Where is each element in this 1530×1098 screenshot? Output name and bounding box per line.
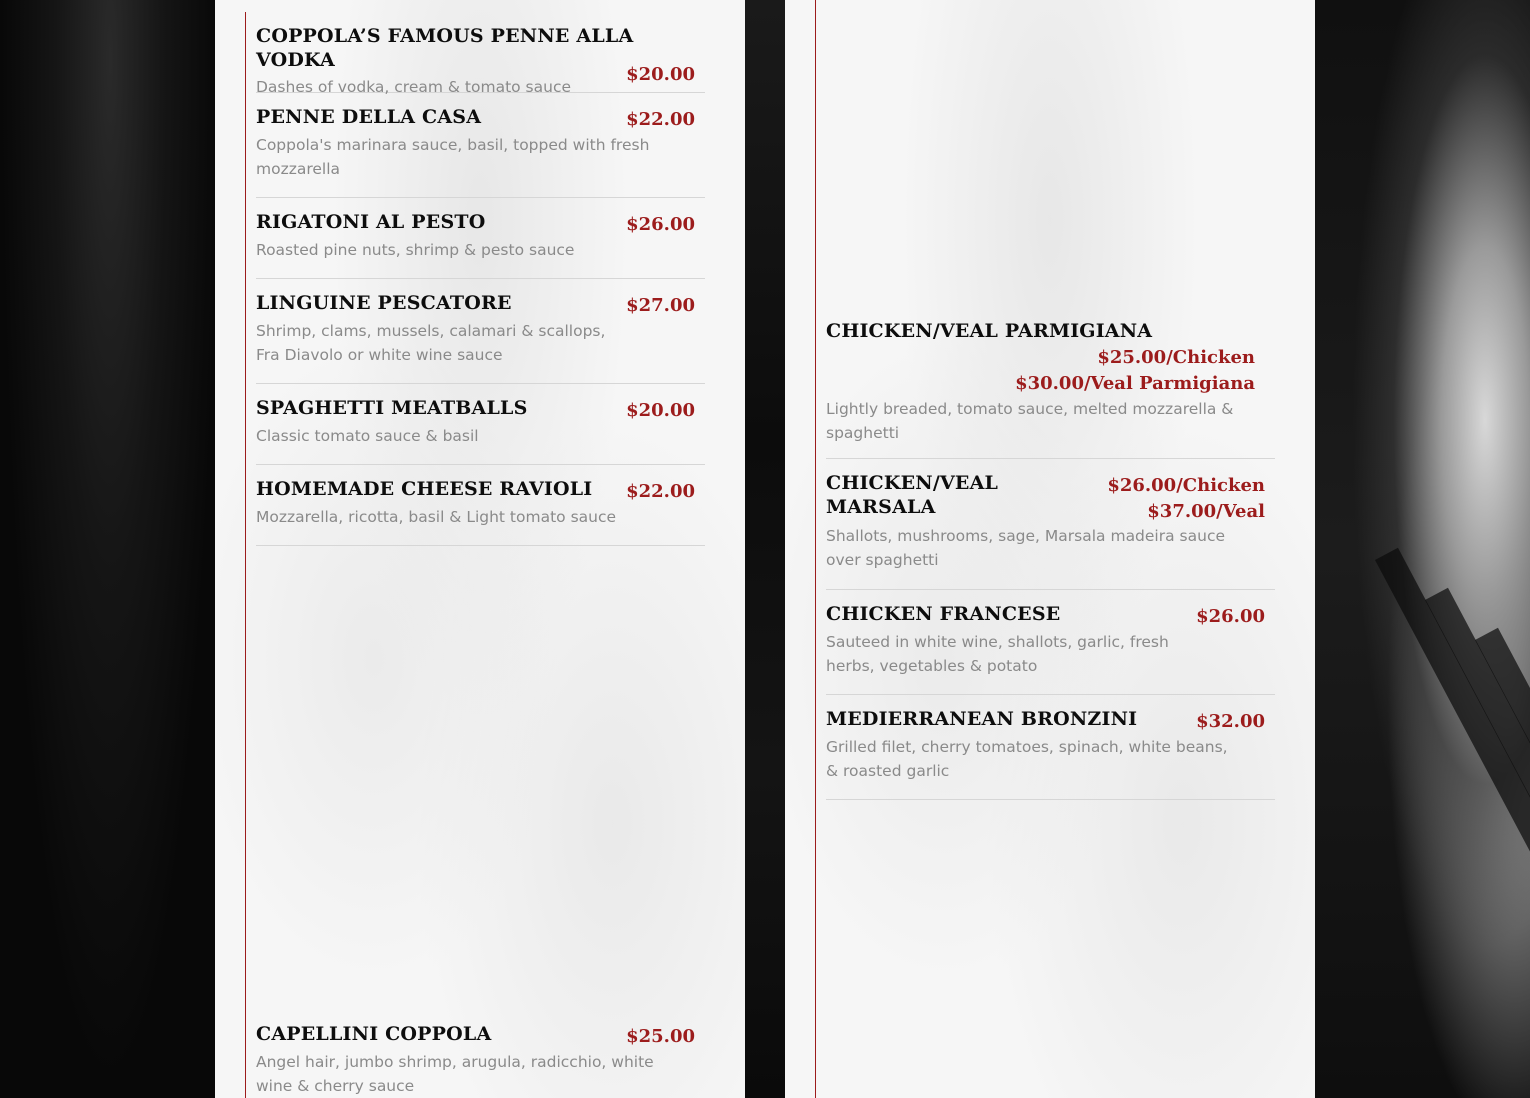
item-price-veal: $30.00/Veal Parmigiana (1015, 373, 1255, 394)
menu-item (826, 319, 1275, 459)
item-name: HOMEMADE CHEESE RAVIOLI (256, 478, 593, 500)
item-description: Lightly breaded, tomato sauce, melted mozzarella & spaghetti (826, 400, 1234, 442)
menu-panel-right (785, 0, 1315, 1098)
item-price: $20.00 (626, 64, 695, 85)
item-price: $20.00 (626, 400, 695, 421)
item-name: MEDIERRANEAN BRONZINI (826, 708, 1138, 730)
item-price-veal: $37.00/Veal (1147, 501, 1265, 522)
item-price: $27.00 (626, 295, 695, 316)
item-description: Shrimp, clams, mussels, calamari & scallops, Fra Diavolo or white wine sauce (256, 322, 606, 364)
item-price (1107, 471, 1265, 525)
item-price: $25.00 (626, 1026, 695, 1047)
item-price: $22.00 (626, 481, 695, 502)
item-name: RIGATONI AL PESTO (256, 211, 486, 233)
item-price-chicken: $26.00/Chicken (1107, 475, 1265, 496)
item-name: PENNE DELLA CASA (256, 106, 482, 128)
menu-item (256, 24, 705, 96)
menu-item (256, 477, 705, 546)
item-price (826, 343, 1265, 397)
item-price: $26.00 (1196, 606, 1265, 627)
item-price: $32.00 (1196, 711, 1265, 732)
menu-item (256, 1022, 705, 1098)
item-description: Shallots, mushrooms, sage, Marsala madeira sauce over spaghetti (826, 527, 1225, 569)
column-rule (815, 0, 816, 1098)
item-description: Sauteed in white wine, shallots, garlic, fresh herbs, vegetables & potato (826, 633, 1169, 675)
item-description: Mozzarella, ricotta, basil & Light tomato sauce (256, 508, 617, 526)
item-description: Coppola's marinara sauce, basil, topped with fresh mozzarella (256, 136, 650, 178)
menu-item (256, 291, 705, 384)
item-description: Roasted pine nuts, shrimp & pesto sauce (256, 241, 575, 259)
background-photo-gap (745, 0, 785, 1098)
menu-item (826, 707, 1275, 800)
item-description: Classic tomato sauce & basil (256, 427, 479, 445)
item-price-chicken: $25.00/Chicken (1097, 347, 1255, 368)
menu-item (826, 602, 1275, 695)
background-photo-right (1315, 0, 1530, 1098)
menu-item (256, 105, 705, 198)
item-description: Dashes of vodka, cream & tomato sauce (256, 78, 572, 96)
menu-item (256, 396, 705, 465)
item-price: $26.00 (626, 214, 695, 235)
column-rule (245, 12, 246, 1098)
item-price: $22.00 (626, 109, 695, 130)
background-photo-left (0, 0, 215, 1098)
item-name: LINGUINE PESCATORE (256, 292, 512, 314)
item-description: Angel hair, jumbo shrimp, arugula, radicchio, white wine & cherry sauce (256, 1053, 654, 1095)
item-name: CHICKEN FRANCESE (826, 603, 1061, 625)
item-name: CHICKEN/VEAL MARSALA (826, 472, 999, 518)
item-name: COPPOLA’S FAMOUS PENNE ALLA VODKA (256, 25, 634, 71)
menu-item (826, 471, 1275, 590)
menu-item (256, 210, 705, 279)
item-description: Grilled filet, cherry tomatoes, spinach, white beans, & roasted garlic (826, 738, 1228, 780)
menu-panel-left (215, 0, 745, 1098)
item-name: CAPELLINI COPPOLA (256, 1023, 492, 1045)
item-name: CHICKEN/VEAL PARMIGIANA (826, 320, 1153, 342)
item-name: SPAGHETTI MEATBALLS (256, 397, 528, 419)
